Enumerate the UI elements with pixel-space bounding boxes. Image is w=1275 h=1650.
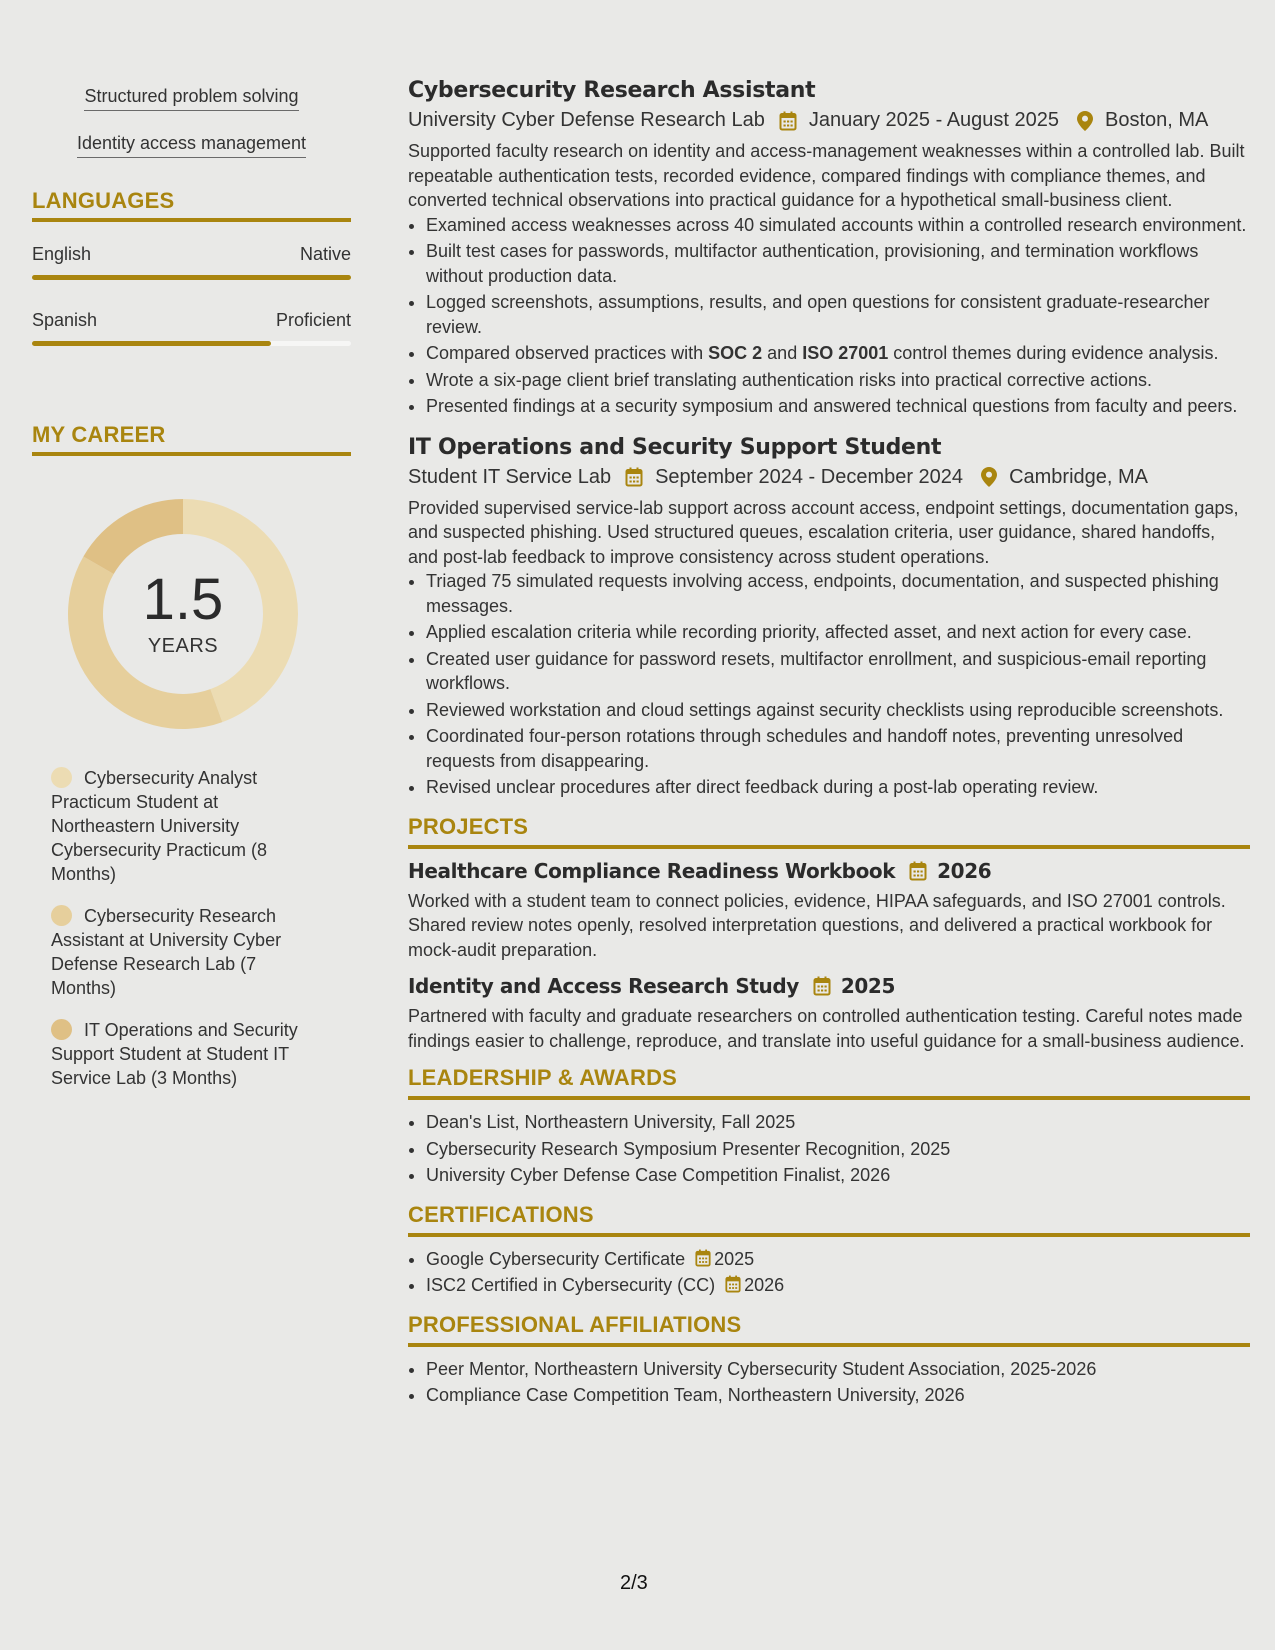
leadership-item: • University Cyber Defense Case Competition Finalist, 2026 xyxy=(426,1163,1250,1188)
job-organization: Student IT Service Lab xyxy=(408,465,612,488)
project-title-row xyxy=(408,974,1250,998)
experience-entry xyxy=(408,78,1250,419)
career-legend-item: Cybersecurity Research Assistant at University Cyber Defense Research Lab (7 Months) xyxy=(51,906,282,998)
career-total-unit: YEARS xyxy=(147,634,219,657)
project-title: Healthcare Compliance Readiness Workbook xyxy=(408,858,896,883)
job-bullets xyxy=(408,569,1250,800)
job-dates: January 2025 - August 2025 xyxy=(808,109,1060,131)
career-donut-chart xyxy=(67,498,299,730)
page-number: 2/3 xyxy=(620,1572,648,1594)
project-title: Identity and Access Research Study xyxy=(408,974,799,998)
job-title: IT Operations and Security Support Student xyxy=(408,434,942,460)
project-description: Partnered with faculty and graduate researchers on controlled authentication testing. Careful notes made findings easier to challenge, reproduce, and translate into useful guidance for a small-business audience. xyxy=(408,1006,1245,1051)
job-summary: Provided supervised service-lab support across account access, endpoint settings, documentation gaps, and suspected phishing. Used structured queues, escalation criteria, user guidance, shared handoffs, and post-lab feedback to improve consistency across student operations. xyxy=(408,497,1239,567)
language-level: Proficient xyxy=(275,310,351,330)
project-year: 2025 xyxy=(840,974,895,998)
main-content xyxy=(408,78,1250,1410)
language-proficiency-fill xyxy=(32,341,271,346)
job-bullet: • Examined access weaknesses across 40 simulated accounts within a controlled research environment. xyxy=(426,213,1250,238)
job-dates: September 2024 - December 2024 xyxy=(655,465,964,488)
language-proficiency-fill xyxy=(32,275,351,280)
legend-dot-icon xyxy=(51,1019,72,1040)
leadership-item: • Cybersecurity Research Symposium Presenter Recognition, 2025 xyxy=(426,1137,1250,1162)
career-total-value: 1.5 xyxy=(142,566,224,632)
language-proficiency-bar xyxy=(32,275,351,280)
language-level: Native xyxy=(299,244,351,264)
skill-tag: Structured problem solving xyxy=(84,86,298,111)
job-bullet: • Triaged 75 simulated requests involving access, endpoints, documentation, and suspected phishing messages. xyxy=(426,569,1250,618)
job-summary: Supported faculty research on identity and access-management weaknesses within a controlled lab. Built repeatable authentication tests, recorded evidence, compared findings with compliance themes, and converted technical observations into practical guidance for a hypothetical small-business client. xyxy=(408,141,1245,210)
language-row xyxy=(32,244,351,280)
languages-heading: LANGUAGES xyxy=(32,188,351,222)
certification-name: Google Cybersecurity Certificate xyxy=(426,1248,686,1269)
certification-name: ISC2 Certified in Cybersecurity (CC) xyxy=(426,1275,716,1295)
job-organization: University Cyber Defense Research Lab xyxy=(408,109,765,131)
skill-tag: Identity access management xyxy=(77,133,306,158)
job-location: Cambridge, MA xyxy=(1009,465,1148,488)
emphasis-iso27001: ISO 27001 xyxy=(802,343,889,363)
job-bullet: • Logged screenshots, assumptions, results, and open questions for consistent graduate-researcher review. xyxy=(426,290,1250,339)
job-bullet: • Compared observed practices with SOC 2 and ISO 27001 control themes during evidence analysis. xyxy=(426,341,1250,366)
map-pin-icon xyxy=(1077,111,1093,131)
sidebar xyxy=(32,86,351,1108)
job-bullet: • Created user guidance for password resets, multifactor enrollment, and suspicious-email reporting workflows. xyxy=(426,647,1250,696)
job-title: Cybersecurity Research Assistant xyxy=(408,78,816,103)
job-bullets xyxy=(408,213,1250,419)
project-entry xyxy=(408,974,1250,1053)
career-legend-item: Cybersecurity Analyst Practicum Student at Northeastern University Cybersecurity Practicum (8 Months) xyxy=(51,768,268,884)
career-heading: MY CAREER xyxy=(32,422,351,456)
job-location: Boston, MA xyxy=(1105,109,1209,131)
project-description: Worked with a student team to connect policies, evidence, HIPAA safeguards, and ISO 27001 controls. Shared review notes openly, resolved interpretation questions, and delivered a practical workbook for mock-audit preparation. xyxy=(408,890,1226,960)
certifications-heading: CERTIFICATIONS xyxy=(408,1202,1250,1237)
language-name: English xyxy=(32,244,92,264)
affiliation-item: • Compliance Case Competition Team, Northeastern University, 2026 xyxy=(426,1383,1250,1408)
calendar-icon xyxy=(909,861,927,881)
calendar-icon xyxy=(779,111,797,131)
job-bullet: • Applied escalation criteria while recording priority, affected asset, and next action for every case. xyxy=(426,620,1250,645)
job-bullet: • Built test cases for passwords, multifactor authentication, provisioning, and termination workflows without production data. xyxy=(426,239,1250,288)
projects-heading: PROJECTS xyxy=(408,814,1250,849)
certification-year: 2026 xyxy=(744,1275,785,1295)
job-bullet: • Coordinated four-person rotations through schedules and handoff notes, preventing unresolved requests from disappearing. xyxy=(426,724,1250,773)
career-legend-item: IT Operations and Security Support Student at Student IT Service Lab (3 Months) xyxy=(51,1020,298,1088)
certification-year: 2025 xyxy=(714,1248,755,1269)
career-legend xyxy=(51,766,321,1090)
project-title-row xyxy=(408,859,1250,883)
certification-item xyxy=(426,1273,1250,1298)
map-pin-icon xyxy=(981,467,997,487)
project-year: 2026 xyxy=(937,858,992,883)
language-row xyxy=(32,310,351,346)
job-meta xyxy=(408,466,1250,489)
experience-entry xyxy=(408,435,1250,800)
language-proficiency-bar xyxy=(32,341,351,346)
affiliations-heading: PROFESSIONAL AFFILIATIONS xyxy=(408,1312,1250,1347)
job-bullet: • Revised unclear procedures after direct feedback during a post-lab operating review. xyxy=(426,775,1250,800)
legend-dot-icon xyxy=(51,905,72,926)
affiliations-list xyxy=(408,1357,1250,1408)
certification-item xyxy=(426,1247,1250,1272)
job-meta xyxy=(408,109,1250,132)
calendar-icon xyxy=(625,467,643,487)
calendar-icon xyxy=(725,1275,741,1293)
job-bullet: • Wrote a six-page client brief translating authentication risks into practical corrective actions. xyxy=(426,368,1250,393)
language-name: Spanish xyxy=(32,310,98,330)
leadership-item: • Dean's List, Northeastern University, Fall 2025 xyxy=(426,1110,1250,1135)
calendar-icon xyxy=(695,1249,711,1267)
project-entry xyxy=(408,859,1250,963)
calendar-icon xyxy=(813,976,831,996)
emphasis-soc2: SOC 2 xyxy=(708,343,763,363)
legend-dot-icon xyxy=(51,767,72,788)
job-bullet: • Presented findings at a security symposium and answered technical questions from faculty and peers. xyxy=(426,394,1250,419)
affiliation-item: • Peer Mentor, Northeastern University Cybersecurity Student Association, 2025-2026 xyxy=(426,1357,1250,1382)
leadership-list xyxy=(408,1110,1250,1188)
certifications-list xyxy=(408,1247,1250,1298)
leadership-heading: LEADERSHIP & AWARDS xyxy=(408,1065,1250,1100)
job-bullet: • Reviewed workstation and cloud settings against security checklists using reproducible screenshots. xyxy=(426,698,1250,723)
